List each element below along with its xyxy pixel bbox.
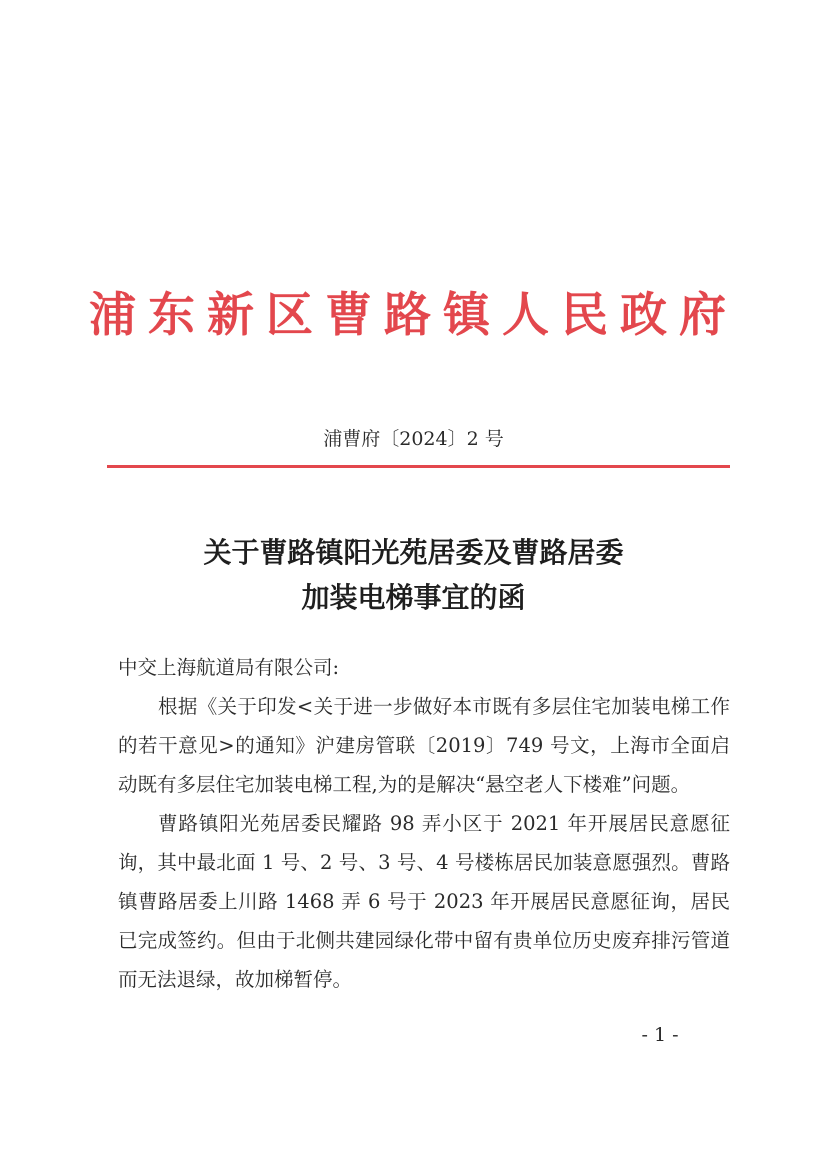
body-paragraph-2: 曹路镇阳光苑居委民耀路 98 弄小区于 2021 年开展居民意愿征询，其中最北面 1 号、2 号、3 号、4 号楼栋居民加装意愿强烈。曹路镇曹路居委上川路 1468 弄 6 号于 2023 年开展居民意愿征询，居民已完成签约。但由于北侧共建园绿化带中留有贵单位历史废弃排污管道而无法退绿，故加梯暂停。 xyxy=(118,812,730,991)
letter-body xyxy=(118,648,730,999)
salutation: 中交上海航道局有限公司: xyxy=(118,656,340,679)
body-paragraph-1: 根据《关于印发<关于进一步做好本市既有多层住宅加装电梯工作的若干意见>的通知》沪建房管联〔2019〕749 号文，上海市全面启动既有多层住宅加装电梯工程,为的是解决“悬空老人下楼难”问题。 xyxy=(118,695,730,796)
title-line-2: 加装电梯事宜的函 xyxy=(301,581,526,614)
page-number: - 1 - xyxy=(641,1024,679,1046)
document-number: 浦曹府〔2024〕2 号 xyxy=(323,428,504,450)
document-title xyxy=(0,530,827,620)
title-line-1: 关于曹路镇阳光苑居委及曹路居委 xyxy=(203,536,624,569)
red-divider-line xyxy=(107,465,730,468)
issuer-masthead: 浦东新区曹路镇人民政府 xyxy=(89,288,738,343)
